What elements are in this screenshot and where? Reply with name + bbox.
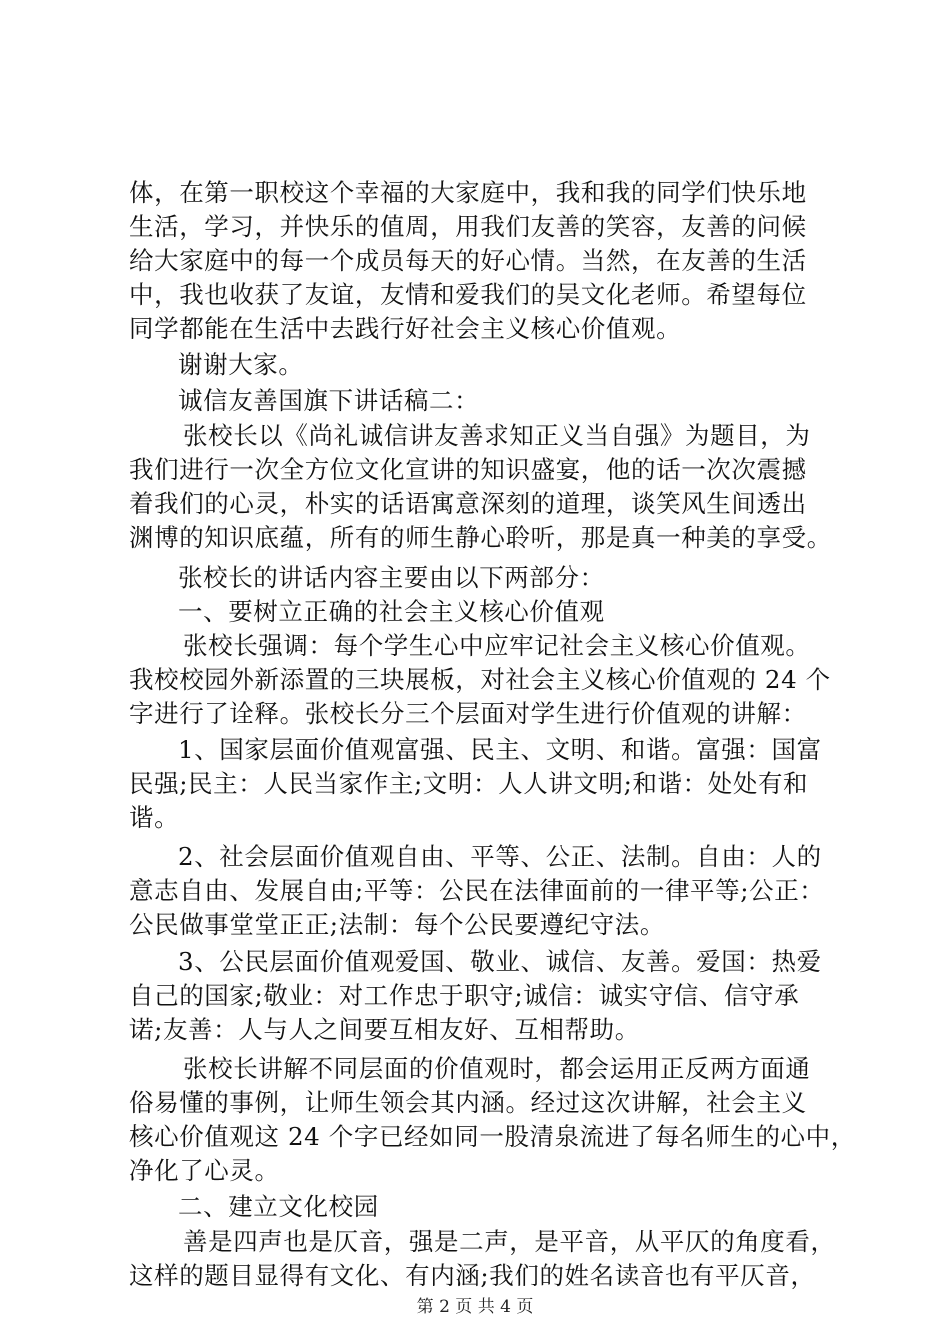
body-line: 张校长的讲话内容主要由以下两部分： — [178, 563, 605, 592]
body-line: 俗易懂的事例，让师生领会其内涵。经过这次讲解，社会主义 — [129, 1088, 807, 1117]
body-line: 中，我也收获了友谊，友情和爱我们的吴文化老师。希望每位 — [129, 280, 807, 309]
body-line: 诺;友善：人与人之间要互相友好、互相帮助。 — [129, 1015, 640, 1044]
body-line: 自己的国家;敬业：对工作忠于职守;诚信：诚实守信、信守承 — [129, 981, 800, 1010]
body-line: 我校校园外新添置的三块展板，对社会主义核心价值观的 24 个 — [129, 665, 831, 694]
body-line: 谐。 — [129, 803, 180, 832]
body-line: 张校长强调：每个学生心中应牢记社会主义核心价值观。 — [183, 631, 811, 660]
body-line: 净化了心灵。 — [129, 1156, 280, 1185]
body-line: 意志自由、发展自由;平等：公民在法律面前的一律平等;公正： — [129, 876, 825, 905]
body-line: 公民做事堂堂正正;法制：每个公民要遵纪守法。 — [129, 910, 665, 939]
body-line: 张校长讲解不同层面的价值观时，都会运用正反两方面通 — [183, 1054, 811, 1083]
body-line: 这样的题目显得有文化、有内涵;我们的姓名读音也有平仄音， — [129, 1261, 816, 1290]
body-line: 核心价值观这 24 个字已经如同一股清泉流进了每名师生的心中， — [129, 1122, 856, 1151]
body-line: 着我们的心灵，朴实的话语寓意深刻的道理，谈笑风生间透出 — [129, 489, 807, 518]
body-line: 给大家庭中的每一个成员每天的好心情。当然，在友善的生活 — [129, 246, 807, 275]
body-line: 体，在第一职校这个幸福的大家庭中，我和我的同学们快乐地 — [129, 178, 807, 207]
body-line: 渊博的知识底蕴，所有的师生静心聆听，那是真一种美的享受。 — [129, 523, 832, 552]
body-line: 张校长以《尚礼诚信讲友善求知正义当自强》为题目，为 — [183, 421, 811, 450]
page-footer: 第 2 页 共 4 页 — [416, 1297, 534, 1317]
body-line: 2、社会层面价值观自由、平等、公正、法制。自由：人的 — [178, 842, 822, 871]
body-line: 生活，学习，并快乐的值周，用我们友善的笑容，友善的问候 — [129, 212, 807, 241]
body-line: 3、公民层面价值观爱国、敬业、诚信、友善。爱国：热爱 — [178, 947, 822, 976]
section-heading: 一、要树立正确的社会主义核心价值观 — [178, 597, 605, 626]
body-line: 善是四声也是仄音，强是二声，是平音，从平仄的角度看， — [183, 1227, 836, 1256]
body-line: 谢谢大家。 — [178, 350, 304, 379]
body-line: 1、国家层面价值观富强、民主、文明、和谐。富强：国富 — [178, 735, 822, 764]
body-line: 我们进行一次全方位文化宣讲的知识盛宴，他的话一次次震撼 — [129, 455, 807, 484]
body-line: 同学都能在生活中去践行好社会主义核心价值观。 — [129, 314, 682, 343]
section-heading: 二、建立文化校园 — [178, 1192, 379, 1221]
body-line: 字进行了诠释。张校长分三个层面对学生进行价值观的讲解： — [129, 699, 807, 728]
section-heading: 诚信友善国旗下讲话稿二： — [178, 386, 480, 415]
body-line: 民强;民主：人民当家作主;文明：人人讲文明;和谐：处处有和 — [129, 769, 809, 798]
